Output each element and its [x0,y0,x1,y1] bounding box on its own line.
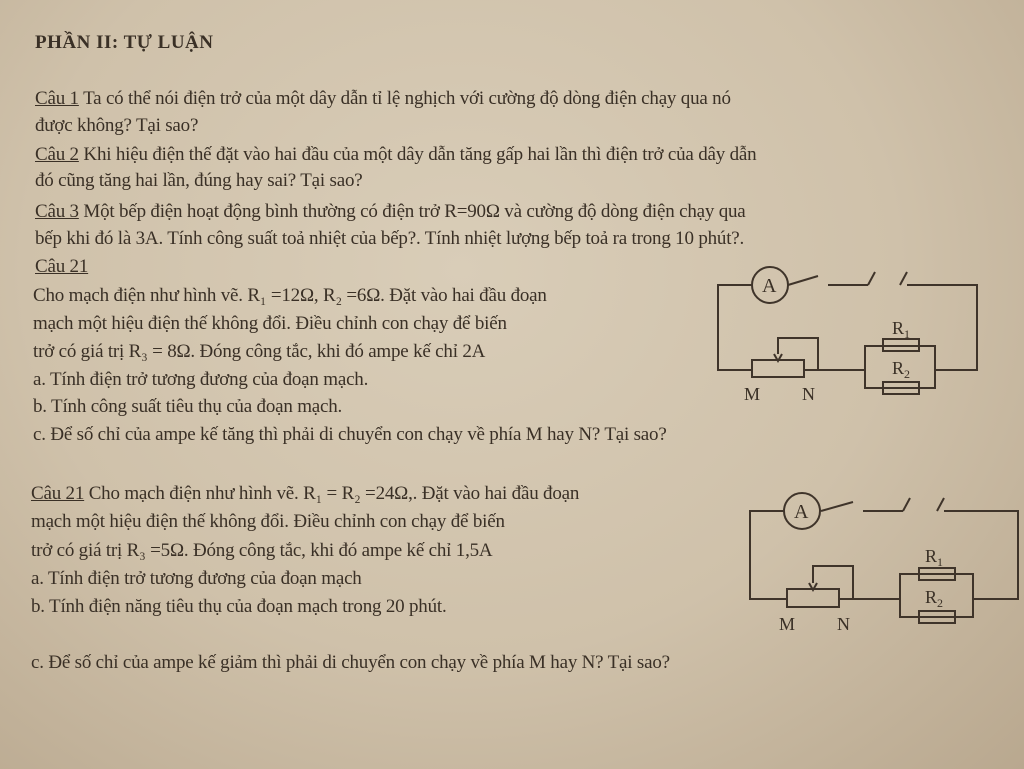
question-1-line-1 [35,88,731,110]
question-2-text-1: Khi hiệu điện thế đặt vào hai đầu của một dây dẫn tăng gấp hai lần thì điện trở của dây dẫn [83,144,757,165]
question-5-part-c: c. Để số chỉ của ampe kế giảm thì phải di chuyển con chạy về phía M hay N? Tại sao? [31,652,670,673]
circuit-1-wire-top-right [907,285,977,370]
question-5-part-b: b. Tính điện năng tiêu thụ của đoạn mạch trong 20 phút. [31,596,447,617]
circuit-1-wire-switch-right [868,272,907,285]
question-5-text-1: Cho mạch điện như hình vẽ. R₁ = R₂ =24Ω,. Đặt vào hai đầu đoạn [84,483,580,504]
section-title: PHẦN II: TỰ LUẬN [35,32,214,53]
question-5-line-2: mạch một hiệu điện thế không đổi. Điều chỉnh con chạy để biến [31,511,505,532]
question-4-line-3: trở có giá trị R₃ = 8Ω. Đóng công tắc, khi đó ampe kế chỉ 2A [33,341,486,362]
question-4-part-b: b. Tính công suất tiêu thụ của đoạn mạch. [33,396,343,417]
circuit-2-wire-left [750,511,787,599]
circuit-1-wire-left [718,285,753,370]
rheostat-2-slider [813,566,853,599]
ammeter-2-label: A [794,501,809,523]
rheostat-2-m-label: M [779,614,796,634]
question-2-line-1 [35,144,756,166]
resistor-r1-2-sub: 1 [937,555,944,569]
question-4-part-c: c. Để số chỉ của ampe kế tăng thì phải di chuyển con chạy về phía M hay N? Tại sao? [33,424,667,445]
question-4-label: Câu 21 [35,256,89,277]
rheostat-1-n-label: N [802,384,815,404]
resistor-r1-1-label [892,318,910,341]
resistor-r1-1-main: R [892,318,905,338]
question-4-part-a: a. Tính điện trở tương đương của đoạn mạch. [33,369,369,390]
circuit-diagram-2 [735,484,1024,639]
circuit-2-wire-top-right [944,511,1018,599]
resistor-r1-1-sub: 1 [904,327,911,341]
question-1-text-1: Ta có thể nói điện trở của một dây dẫn tỉ lệ nghịch với cường độ dòng điện chạy qua nó [83,88,731,109]
resistor-r2-1-label [892,358,910,381]
question-3-text-1: Một bếp điện hoạt động bình thường có điện trở R=90Ω và cường độ dòng điện chạy qua [83,201,746,222]
question-2-label: Câu 2 [35,144,79,165]
rheostat-1-slider [778,338,818,370]
resistor-r2-2-label [925,587,943,610]
question-2-line-2: đó cũng tăng hai lần, đúng hay sai? Tại sao? [35,170,363,191]
resistor-r2-1-main: R [892,358,905,378]
question-5-line-3: trở có giá trị R₃ =5Ω. Đóng công tắc, khi đó ampe kế chỉ 1,5A [31,540,493,561]
question-5-part-a: a. Tính điện trở tương đương của đoạn mạch [31,568,362,589]
question-1-label: Câu 1 [35,88,79,109]
question-4-line-1: Cho mạch điện như hình vẽ. R₁ =12Ω, R₂ =6Ω. Đặt vào hai đầu đoạn [33,285,547,306]
question-4-line-2: mạch một hiệu điện thế không đổi. Điều chỉnh con chạy để biến [33,313,507,334]
question-3-label: Câu 3 [35,201,79,222]
circuit-diagram-1 [700,258,990,408]
ammeter-1-label: A [762,275,777,297]
question-5-label: Câu 21 [31,483,85,504]
rheostat-2-n-label: N [837,614,850,634]
resistor-r1-2-label [925,546,943,569]
question-5-line-1 [31,483,579,505]
circuit-1-wire-switch-left [788,276,818,285]
resistor-r1-2-main: R [925,546,938,566]
resistor-r2-2-main: R [925,587,938,607]
question-3-line-1 [35,201,746,223]
circuit-2-wire-switch-left [821,502,853,511]
resistor-r2-2-sub: 2 [937,596,944,610]
question-1-line-2: được không? Tại sao? [35,115,199,136]
question-3-line-2: bếp khi đó là 3A. Tính công suất toả nhiệt của bếp?. Tính nhiệt lượng bếp toả ra trong 10 phút?. [35,228,745,249]
rheostat-1-m-label: M [744,384,761,404]
circuit-2-wire-switch-right [903,498,944,511]
resistor-r2-1-sub: 2 [904,367,911,381]
